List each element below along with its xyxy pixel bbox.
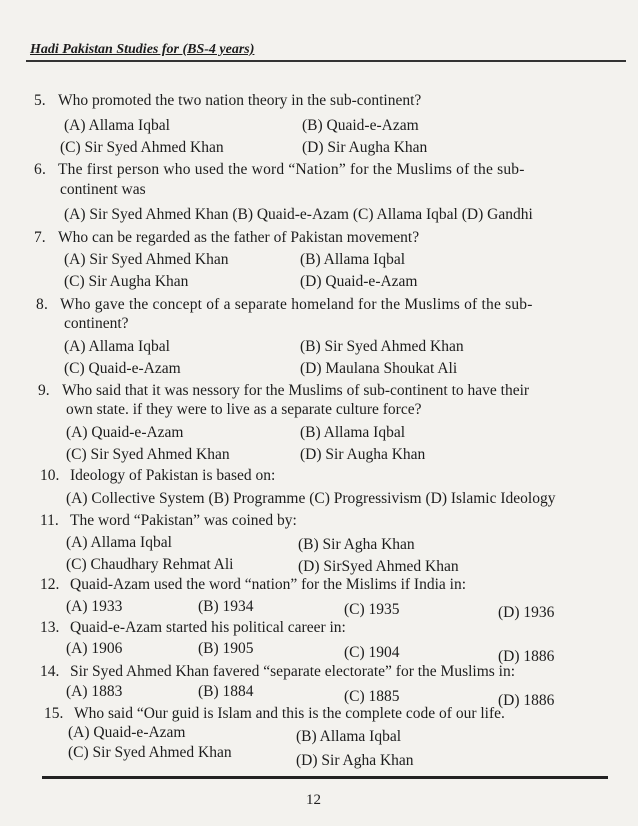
option: (A) Allama Iqbal bbox=[66, 534, 172, 551]
option: (A) 1933 bbox=[66, 598, 123, 615]
option: (C) Quaid-e-Azam bbox=[64, 360, 181, 377]
option: (C) 1885 bbox=[344, 688, 400, 705]
question-text: Who can be regarded as the father of Pakistan movement? bbox=[58, 229, 420, 246]
option: (A) Allama Iqbal bbox=[64, 338, 170, 355]
option: (C) 1935 bbox=[344, 601, 400, 618]
option: (B) 1934 bbox=[198, 598, 254, 615]
option: (B) Sir Syed Ahmed Khan bbox=[300, 338, 464, 355]
question-text: Who said that it was nessory for the Muslims of sub-continent to have their bbox=[62, 382, 530, 399]
question-text-continued: continent? bbox=[64, 315, 129, 332]
question-text: Who gave the concept of a separate homeland for the Muslims of the sub- bbox=[60, 296, 533, 313]
option: (A) 1906 bbox=[66, 640, 123, 657]
question-number: 12. bbox=[40, 576, 60, 593]
question-number: 6. bbox=[34, 161, 47, 178]
question-text-continued: own state. if they were to live as a separate culture force? bbox=[66, 401, 422, 418]
option: (B) Sir Agha Khan bbox=[298, 536, 415, 553]
question-text: Quaid-Azam used the word “nation” for the Mislims if India in: bbox=[70, 576, 467, 593]
page-header: Hadi Pakistan Studies for (BS-4 years) bbox=[30, 42, 255, 57]
option: (A) Sir Syed Ahmed Khan (B) Quaid-e-Azam (C) Allama Iqbal (D) Gandhi bbox=[64, 206, 533, 223]
question-5 bbox=[34, 92, 421, 110]
header-rule bbox=[26, 60, 626, 62]
question-14 bbox=[40, 663, 515, 681]
question-text: The first person who used the word “Nation” for the Muslims of the sub- bbox=[58, 161, 525, 178]
question-number: 9. bbox=[38, 382, 50, 399]
question-number: 10. bbox=[40, 467, 60, 484]
option: (C) Sir Syed Ahmed Khan bbox=[66, 446, 230, 463]
option: (D) Sir Augha Khan bbox=[300, 446, 426, 463]
option: (D) Sir Agha Khan bbox=[296, 752, 414, 769]
question-9 bbox=[38, 382, 529, 400]
page-number: 12 bbox=[306, 792, 321, 808]
question-text: The word “Pakistan” was coined by: bbox=[70, 512, 297, 529]
question-15 bbox=[44, 705, 505, 723]
question-10 bbox=[40, 467, 275, 485]
question-6 bbox=[34, 161, 525, 179]
question-text: Who said “Our guid is Islam and this is the complete code of our life. bbox=[74, 705, 505, 722]
question-number: 5. bbox=[34, 92, 46, 109]
option: (A) Allama Iqbal bbox=[64, 117, 170, 134]
option: (B) Allama Iqbal bbox=[300, 424, 406, 441]
question-8 bbox=[36, 296, 533, 314]
option: (B) Quaid-e-Azam bbox=[302, 117, 419, 134]
question-number: 15. bbox=[44, 705, 64, 722]
question-number: 13. bbox=[40, 619, 60, 636]
option: (A) Quaid-e-Azam bbox=[68, 724, 186, 741]
option: (C) Sir Syed Ahmed Khan bbox=[60, 139, 224, 156]
option: (D) 1936 bbox=[498, 604, 555, 621]
question-number: 7. bbox=[34, 229, 46, 246]
option: (B) 1905 bbox=[198, 640, 254, 657]
question-text: Quaid-e-Azam started his political career in: bbox=[70, 619, 346, 636]
option: (C) 1904 bbox=[344, 644, 400, 661]
option: (D) Sir Augha Khan bbox=[302, 139, 428, 156]
question-text-continued: continent was bbox=[60, 181, 146, 198]
option: (C) Sir Syed Ahmed Khan bbox=[68, 744, 232, 761]
question-text: Who promoted the two nation theory in the sub-continent? bbox=[58, 92, 422, 109]
option: (A) 1883 bbox=[66, 683, 123, 700]
option: (A) Collective System (B) Programme (C) Progressivism (D) Islamic Ideology bbox=[66, 490, 556, 507]
question-number: 11. bbox=[40, 512, 59, 529]
option: (D) SirSyed Ahmed Khan bbox=[298, 558, 459, 575]
question-7 bbox=[34, 229, 419, 247]
option: (C) Chaudhary Rehmat Ali bbox=[66, 556, 234, 573]
option: (D) 1886 bbox=[498, 692, 555, 709]
question-11 bbox=[40, 512, 297, 530]
option: (D) Maulana Shoukat Ali bbox=[300, 360, 458, 377]
option: (B) Allama Iqbal bbox=[300, 251, 406, 268]
question-13 bbox=[40, 619, 346, 637]
question-text: Sir Syed Ahmed Khan favered “separate electorate” for the Muslims in: bbox=[70, 663, 516, 680]
question-number: 14. bbox=[40, 663, 60, 680]
option: (D) Quaid-e-Azam bbox=[300, 273, 418, 290]
option: (A) Sir Syed Ahmed Khan bbox=[64, 251, 229, 268]
question-12 bbox=[40, 576, 466, 594]
question-text: Ideology of Pakistan is based on: bbox=[70, 467, 276, 484]
question-number: 8. bbox=[36, 296, 49, 313]
option: (B) 1884 bbox=[198, 683, 254, 700]
option: (B) Allama Iqbal bbox=[296, 728, 402, 745]
option: (C) Sir Augha Khan bbox=[64, 273, 189, 290]
option: (D) 1886 bbox=[498, 648, 555, 665]
option: (A) Quaid-e-Azam bbox=[66, 424, 184, 441]
footer-rule bbox=[42, 776, 608, 779]
